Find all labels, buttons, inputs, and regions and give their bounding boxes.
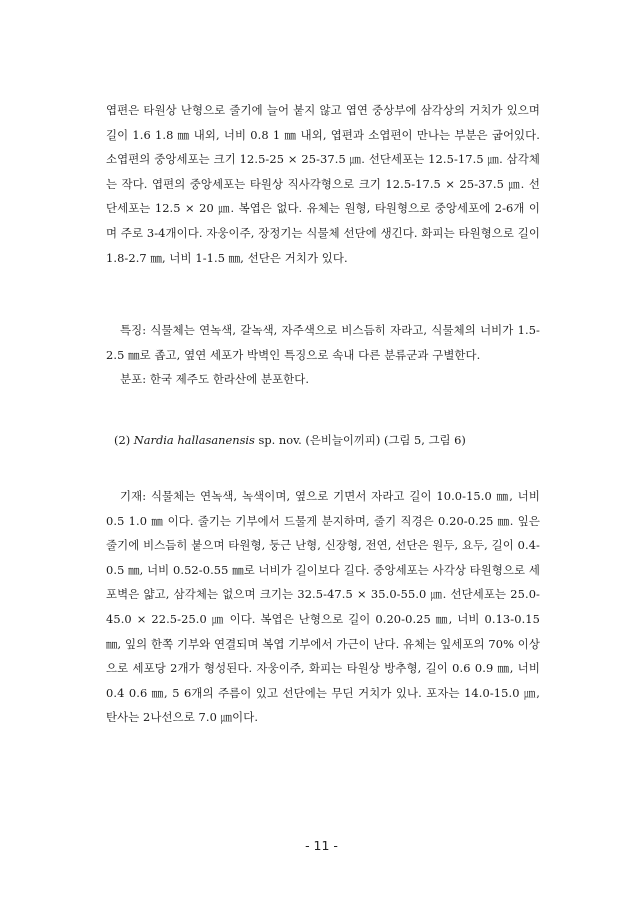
description-paragraph: 엽편은 타원상 난형으로 줄기에 늘어 붙지 않고 엽연 중상부에 삼각상의 거치가 있으며 길이 1.6 1.8 ㎜ 내외, 너비 0.8 1 ㎜ 내외, 엽편과 소엽편이 만나는 부분은 굽어있다. 소엽편의 중앙세포는 크기 12.5-25 × 25-37.5 ㎛. 선단세포는 12.5-17.5 ㎛. 삼각체는 작다. 엽편의 중앙세포는 타원상 직사각형으로 크기 12.5-17.5 × 25-37.5 ㎛. 선단세포는 12.5 × 20 ㎛. 복엽은 없다. 유체는 원형, 타원형으로 중앙세포에 2-6개 이며 주로 3-4개이다. 자웅이주, 장정기는 식물체 선단에 생긴다. 화피는 타원형으로 길이 1.8-2.7 ㎜, 너비 1-1.5 ㎜, 선단은 거치가 있다. (106, 103, 540, 265)
species-description-section (106, 484, 540, 730)
species-description-paragraph: 기재: 식물체는 연녹색, 녹색이며, 옆으로 기면서 자라고 길이 10.0-15.0 ㎜, 너비 0.5 1.0 ㎜ 이다. 줄기는 기부에서 드물게 분지하며, 줄기 직경은 0.20-0.25 ㎜. 잎은 줄기에 비스듬히 붙으며 타원형, 둥근 난형, 신장형, 전연, 선단은 원두, 요두, 길이 0.4-0.5 ㎜, 너비 0.52-0.55 ㎜로 너비가 길이보다 길다. 중앙세포는 사각상 타원형으로 세포벽은 얇고, 삼각체는 없으며 크기는 32.5-47.5 × 35.0-55.0 ㎛. 선단세포는 25.0-45.0 × 22.5-25.0 ㎛ 이다. 복엽은 난형으로 길이 0.20-0.25 ㎜, 너비 0.13-0.15 ㎜, 잎의 한쪽 기부와 연결되며 복엽 기부에서 가근이 난다. 유체는 잎세포의 70% 이상으로 세포당 2개가 형성된다. 자웅이주, 화피는 타원상 방추형, 길이 0.6 0.9 ㎜, 너비 0.4 0.6 ㎜, 5 6개의 주름이 있고 선단에는 무딘 거치가 있나. 포자는 14.0-15.0 ㎛, 탄사는 2나선으로 7.0 ㎛이다. (106, 489, 540, 725)
features-paragraph: 특징: 식물체는 연녹색, 갈녹색, 자주색으로 비스듬히 자라고, 식물체의 너비가 1.5-2.5 ㎜로 좁고, 옆연 세포가 박벽인 특징으로 속내 다른 분류군과 구별한다. (106, 323, 540, 362)
species-heading (114, 430, 466, 450)
features-section (106, 318, 540, 392)
page-number: - 11 - (305, 838, 338, 853)
species-scientific-name: Nardia hallasanensis (133, 433, 255, 447)
description-section (106, 98, 540, 270)
distribution-paragraph: 분포: 한국 제주도 한라산에 분포한다. (120, 372, 310, 387)
species-number: (2) (114, 433, 131, 447)
species-heading-rest: sp. nov. (은비늘이끼피) (그림 5, 그림 6) (254, 433, 466, 447)
